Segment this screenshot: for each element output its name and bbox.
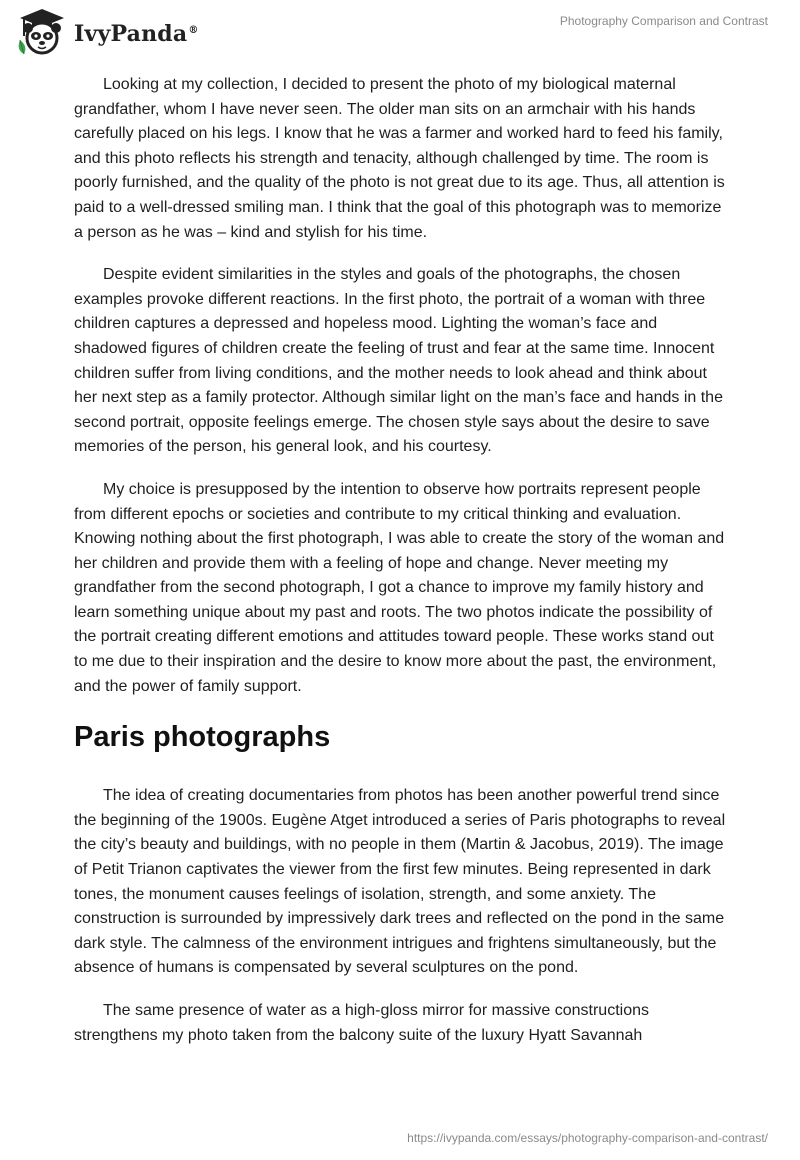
- essay-content: [74, 73, 726, 1066]
- brand-name: IvyPanda®: [74, 21, 199, 47]
- page-header: [0, 0, 800, 70]
- section-heading: Paris photographs: [74, 721, 331, 754]
- paragraph: The idea of creating documentaries from photos has been another powerful trend since the beginning of the 1900s. Eugène Atget introduced a series of Paris photographs to reveal the city’s beauty and buildings, with no people in them (Martin & Jacobus, 2019). The image of Petit Trianon captivates the viewer from the first few minutes. Being represented in dark tones, the monument causes feelings of isolation, strength, and some anxiety. The construction is surrounded by impressively dark trees and reflected on the pond in the same dark style. The calmness of the environment intrigues and frightens simultaneously, but the absence of humans is compensated by several sculptures on the pond.: [74, 787, 726, 977]
- source-url[interactable]: https://ivypanda.com/essays/photography-comparison-and-contrast/: [407, 1131, 768, 1145]
- ivypanda-logo[interactable]: [14, 6, 199, 58]
- panda-graduate-icon: [14, 6, 70, 58]
- paragraph: My choice is presupposed by the intention to observe how portraits represent people from different epochs or societies and contribute to my critical thinking and evaluation. Knowing nothing about the first photograph, I was able to create the story of the woman and her children and provide them with a feeling of hope and change. Never meeting my grandfather from the second photograph, I got a chance to improve my family history and learn something unique about my past and roots. The two photos indicate the possibility of the portrait creating different emotions and attitudes toward people. These works stand out to me due to their inspiration and the desire to know more about the past, the environment, and the power of family support.: [74, 480, 725, 695]
- paragraph: Looking at my collection, I decided to present the photo of my biological maternal grandfather, whom I have never seen. The older man sits on an armchair with his hands carefully placed on his legs. I know that he was a farmer and worked hard to feed his family, and this photo reflects his strength and tenacity, although challenged by time. The room is poorly furnished, and the quality of the photo is not great due to its age. Thus, all attention is paid to a well-dressed smiling man. I think that the goal of this photograph was to memorize a person as he was – kind and stylish for his time.: [74, 76, 725, 241]
- paragraph: The same presence of water as a high-gloss mirror for massive constructions strengthens my photo taken from the balcony suite of the luxury Hyatt Savannah: [74, 1002, 649, 1044]
- registered-mark: ®: [188, 24, 199, 36]
- document-title: Photography Comparison and Contrast: [559, 14, 768, 28]
- paragraph: Despite evident similarities in the styles and goals of the photographs, the chosen examples provoke different reactions. In the first photo, the portrait of a woman with three children captures a depressed and hopeless mood. Lighting the woman’s face and shadowed figures of children create the feeling of trust and fear at the same time. Innocent children suffer from living conditions, and the mother needs to look ahead and think about her next step as a family protector. Although similar light on the man’s face and hands in the second portrait, opposite feelings emerge. The chosen style says about the desire to save memories of the person, his general look, and his courtesy.: [74, 266, 723, 456]
